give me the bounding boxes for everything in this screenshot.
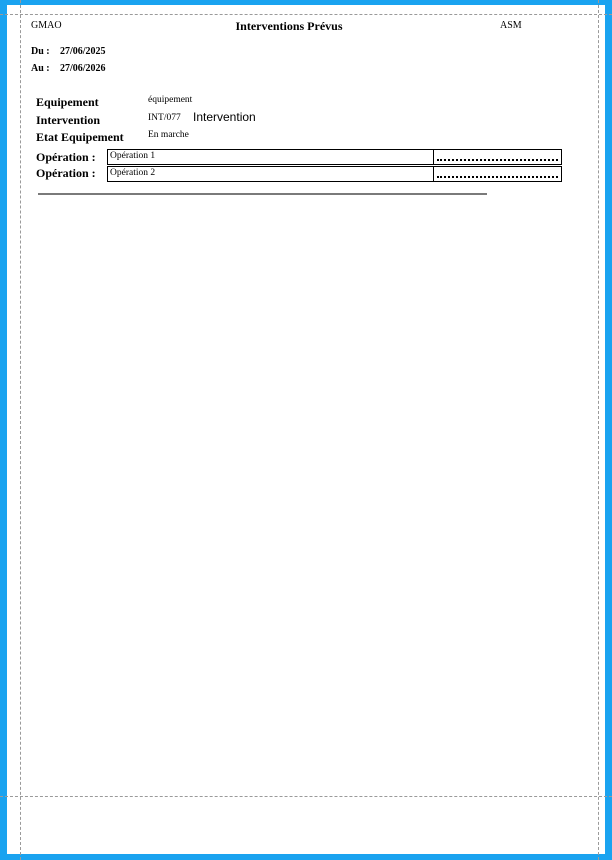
margin-guide-right — [598, 0, 599, 860]
operation-row — [107, 166, 562, 182]
operation-row — [107, 149, 562, 165]
margin-guide-left — [20, 0, 21, 860]
operation-signature-line — [437, 176, 558, 178]
date-to-label: Au : — [31, 63, 50, 74]
margin-guide-bottom — [0, 796, 612, 797]
equipement-value: équipement — [148, 95, 193, 105]
section-separator — [38, 193, 487, 195]
header-company: ASM — [500, 20, 522, 31]
operation-label: Opération : — [36, 150, 96, 164]
etat-equipement-label: Etat Equipement — [36, 130, 124, 144]
date-to-value: 27/06/2026 — [60, 63, 106, 74]
date-from-label: Du : — [31, 46, 50, 57]
etat-equipement-value: En marche — [148, 130, 189, 140]
date-from-value: 27/06/2025 — [60, 46, 106, 57]
operation-signature-line — [437, 159, 558, 161]
intervention-code: INT/077 — [148, 113, 181, 123]
operation-name: Opération 2 — [108, 167, 434, 181]
equipement-label: Equipement — [36, 95, 99, 109]
header-app-name: GMAO — [31, 20, 62, 31]
intervention-name: Intervention — [193, 110, 256, 124]
margin-guide-top — [0, 14, 612, 15]
operation-label: Opération : — [36, 166, 96, 180]
operation-name: Opération 1 — [108, 150, 434, 164]
report-title: Interventions Prévus — [235, 19, 343, 33]
intervention-label: Intervention — [36, 113, 100, 127]
